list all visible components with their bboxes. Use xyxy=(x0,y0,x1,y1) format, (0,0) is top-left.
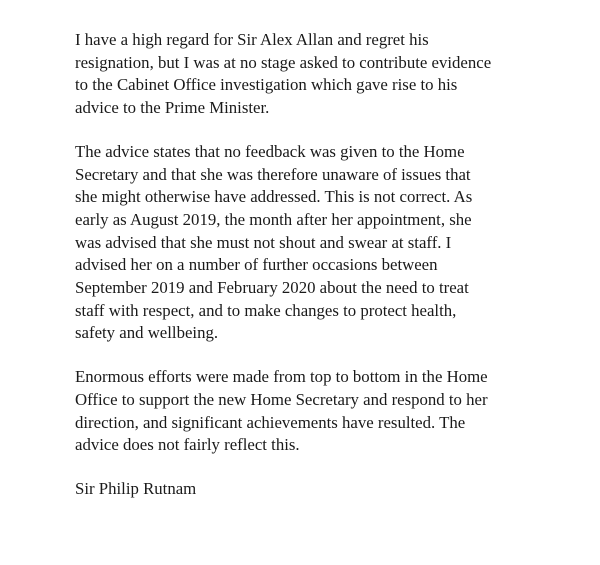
text-line: The advice states that no feedback was given to the Home xyxy=(75,141,465,161)
text-line: September 2019 and February 2020 about the need to treat xyxy=(75,278,469,298)
text-line: was advised that she must not shout and swear at staff. I xyxy=(75,232,452,252)
text-line: advised her on a number of further occasions between xyxy=(75,255,438,275)
text-line: Office to support the new Home Secretary and respond to her xyxy=(75,389,488,409)
text-line: to the Cabinet Office investigation which gave rise to his xyxy=(75,75,458,95)
text-line: resignation, but I was at no stage asked to contribute evidence xyxy=(75,52,492,72)
text-line: advice does not fairly reflect this. xyxy=(75,435,300,455)
text-line: Secretary and that she was therefore unaware of issues that xyxy=(75,164,471,184)
paragraph-2 xyxy=(75,141,535,345)
text-line: direction, and significant achievements have resulted. The xyxy=(75,412,466,432)
text-line: early as August 2019, the month after her appointment, she xyxy=(75,209,472,229)
text-line: she might otherwise have addressed. This is not correct. As xyxy=(75,187,473,207)
paragraph-1 xyxy=(75,29,535,120)
text-line: staff with respect, and to make changes to protect health, xyxy=(75,300,457,320)
text-line: I have a high regard for Sir Alex Allan and regret his xyxy=(75,30,429,49)
text-line: safety and wellbeing. xyxy=(75,323,219,343)
signature: Sir Philip Rutnam xyxy=(75,478,197,498)
text-line: Enormous efforts were made from top to bottom in the Home xyxy=(75,367,488,387)
paragraph-3 xyxy=(75,366,535,457)
statement-document xyxy=(75,29,535,501)
text-line: advice to the Prime Minister. xyxy=(75,98,270,118)
